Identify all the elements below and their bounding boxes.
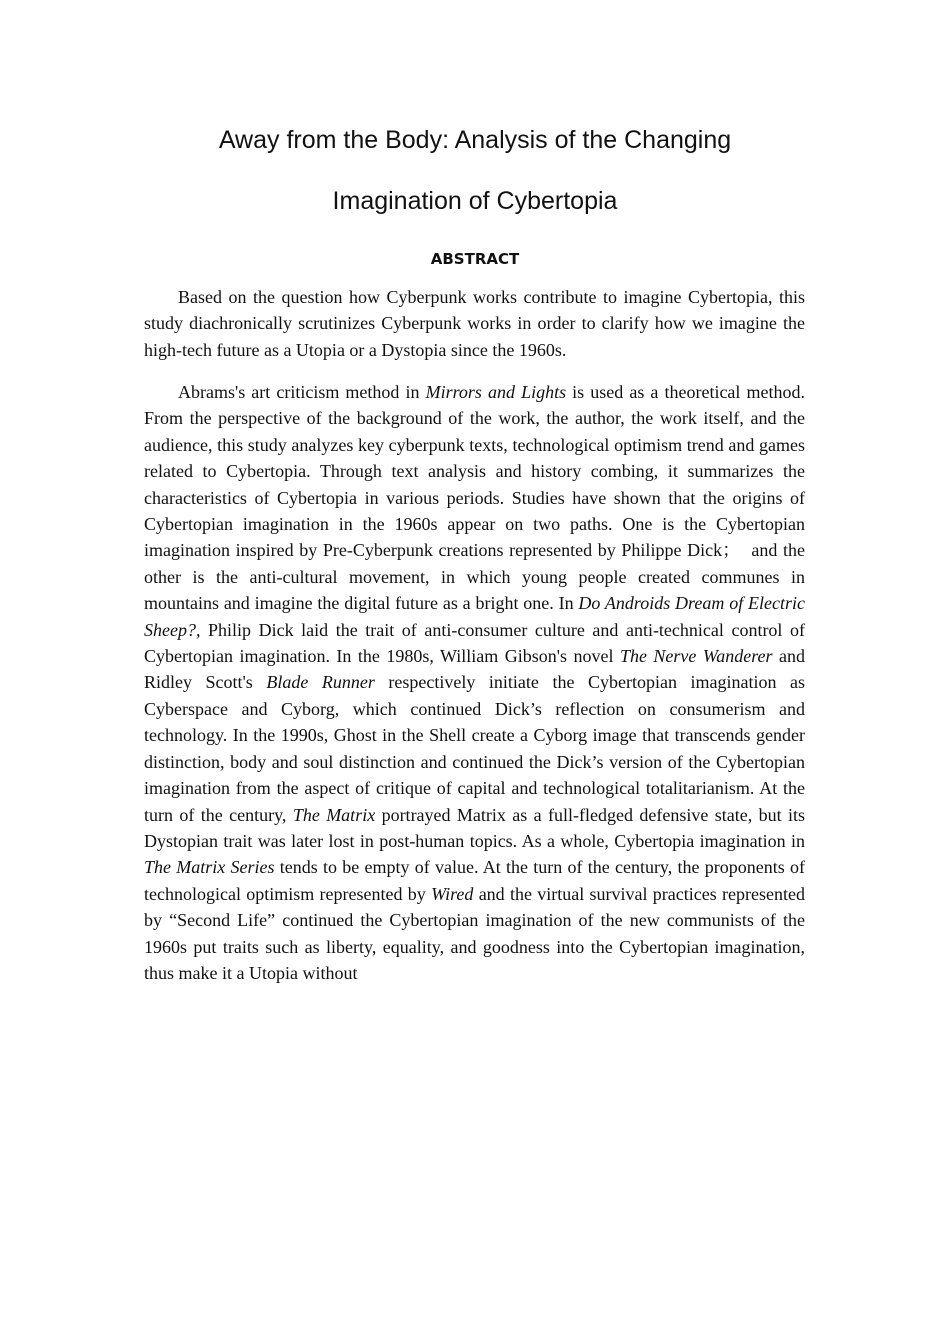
- italic-title-matrix-series: The Matrix Series: [144, 857, 275, 878]
- text-run: portrayed Matrix as a full-fledged defensive state, but its Dystopian trait was later lost in post-human topics. As a whole, Cybertopia imagination in: [144, 804, 805, 851]
- document-title-line-2: Imagination of Cybertopia: [332, 187, 618, 215]
- italic-title-blade-runner: Blade Runner: [266, 672, 375, 693]
- abstract-paragraph-2: [144, 379, 805, 986]
- text-run: is used as a theoretical method. From the perspective of the background of the work, the author, the work itself, and the audience, this study analyzes key cyberpunk texts, technological optimism trend and games related to Cybertopia. Through text analysis and history combing, it summarizes the characteristics of Cybertopia in various periods. Studies have shown that the origins of Cybertopian imagination in the 1960s appear on two paths. One is the Cybertopian imagination inspired by Pre-Cyberpunk creations represented by Philippe Dick； and the other is the anti-cultural movement, in which young people created communes in mountains and imagine the digital future as a bright one. In: [144, 382, 805, 614]
- paragraph-1-text: Based on the question how Cyberpunk works contribute to imagine Cybertopia, this study diachronically scrutinizes Cyberpunk works in order to clarify how we imagine the high-tech future as a Utopia or a Dystopia since the 1960s.: [144, 287, 805, 360]
- text-run: Abrams's art criticism method in: [178, 382, 426, 402]
- text-run: respectively initiate the Cybertopian imagination as Cyberspace and Cyborg, which continued Dick’s reflection on consumerism and technology. In the 1990s, Ghost in the Shell create a Cyborg image that transcends gender distinction, body and soul distinction and continued the Dick’s version of the Cybertopian imagination from the aspect of critique of capital and technological totalitarianism. At the turn of the century,: [144, 672, 806, 825]
- text-run: tends to be empty of value. At the turn of the century, the proponents of technological optimism represented by: [144, 857, 805, 904]
- italic-title-androids-dream: Do Androids Dream of Electric Sheep?,: [144, 593, 805, 640]
- text-run: Philip Dick laid the trait of anti-consumer culture and anti-technical control of Cybertopian imagination. In the 1980s, William Gibson's novel: [144, 619, 805, 667]
- italic-title-the-matrix: The Matrix: [292, 804, 376, 825]
- italic-title-mirrors-and-lights: Mirrors and Lights: [425, 382, 567, 402]
- text-run: and the virtual survival practices represented by “Second Life” continued the Cybertopian imagination of the new communists of the 1960s put traits such as liberty, equality, and goodness into the Cybertopian imagination, thus make it a Utopia without: [144, 883, 805, 983]
- document-title-line-1: Away from the Body: Analysis of the Changing: [218, 126, 732, 154]
- abstract-paragraph-1: [144, 284, 805, 363]
- abstract-heading: ABSTRACT: [430, 250, 520, 268]
- paragraph-2-text: [144, 379, 805, 986]
- text-run: and Ridley Scott's: [144, 646, 805, 693]
- italic-title-wired: Wired: [431, 883, 474, 904]
- italic-title-nerve-wanderer: The Nerve Wanderer: [619, 646, 773, 667]
